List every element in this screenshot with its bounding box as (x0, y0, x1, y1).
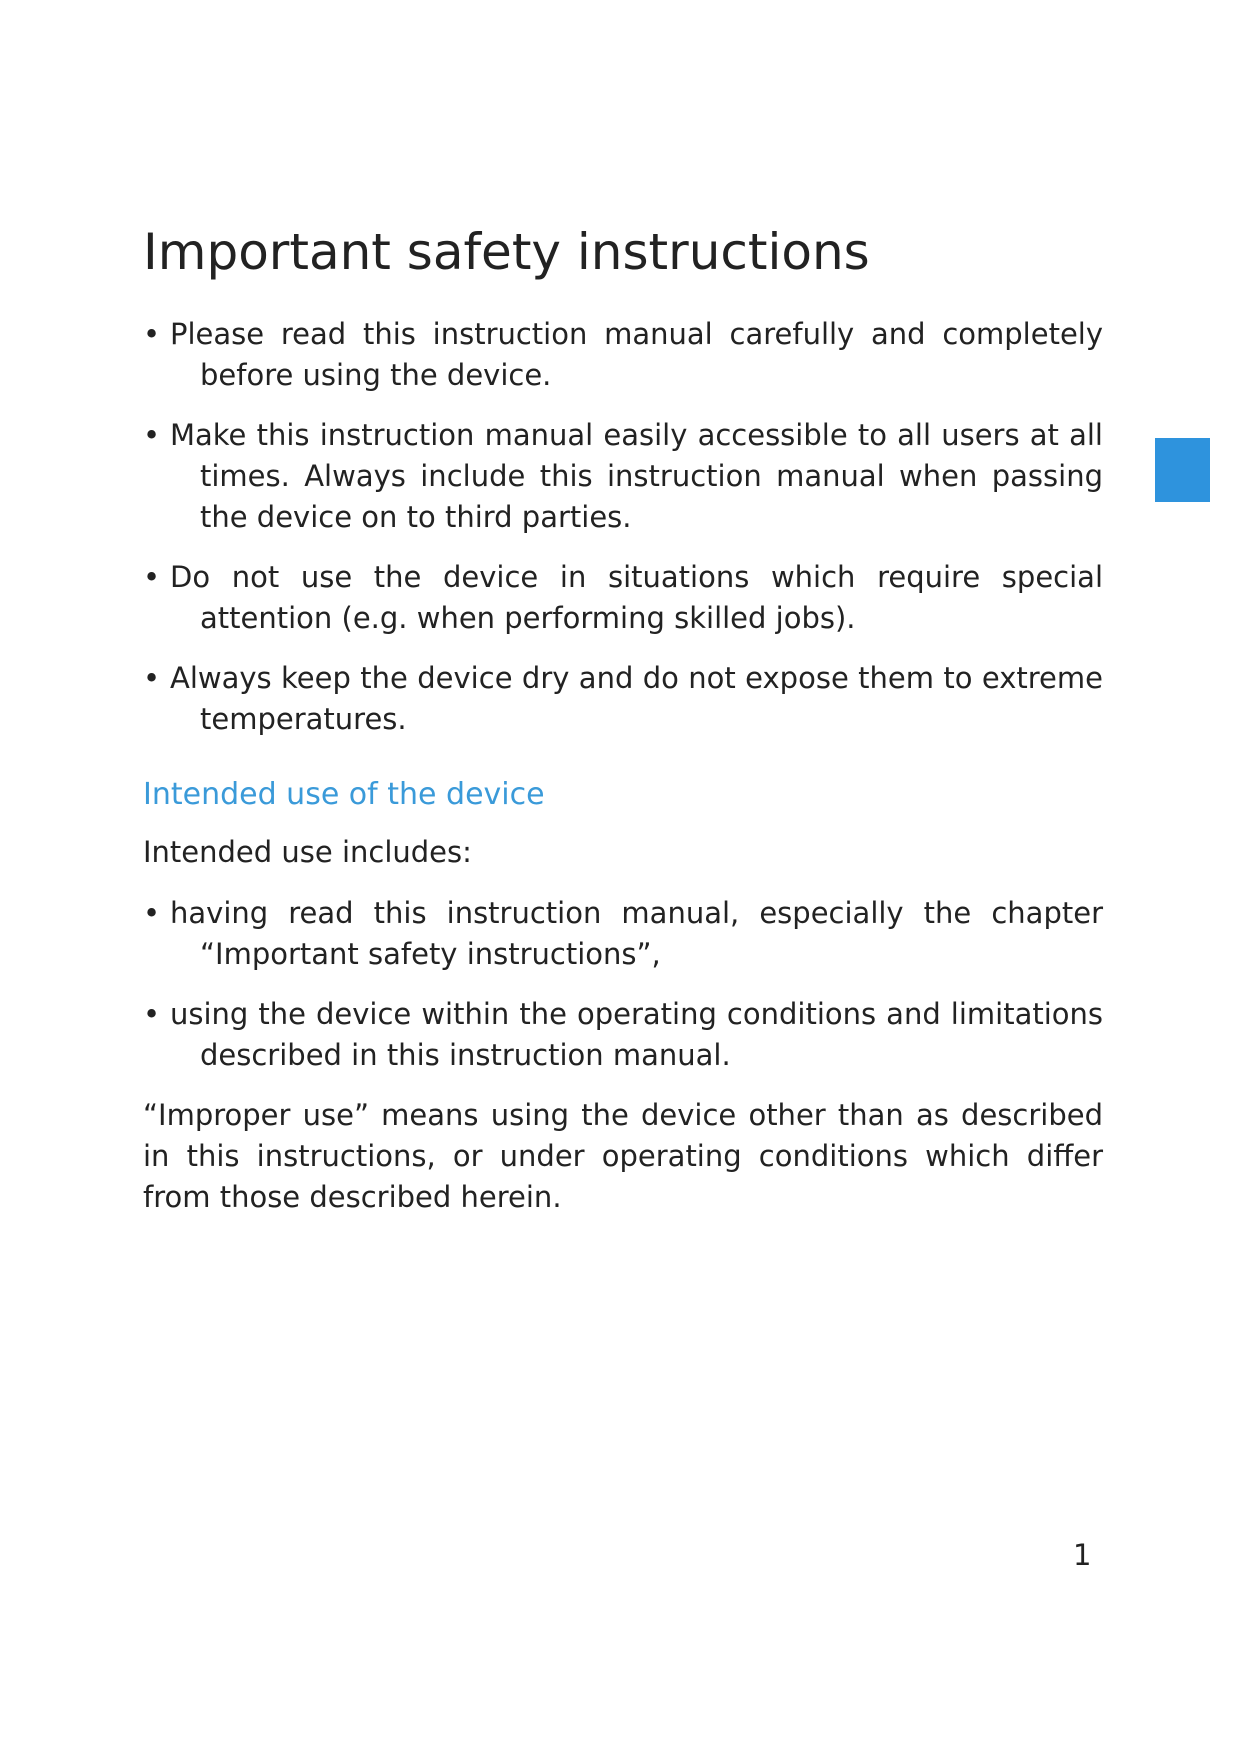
intended-use-intro: Intended use includes: (143, 835, 472, 869)
list-item-text: using the device within the operating conditions and limitations described in this instruction manual. (170, 997, 1103, 1072)
bullet-icon: • (143, 896, 161, 930)
list-item-text: Always keep the device dry and do not expose them to extreme temperatures. (170, 661, 1103, 736)
improper-use-paragraph: “Improper use” means using the device other than as described in this instructions, or under operating conditions which differ from those described herein. (143, 1098, 1103, 1214)
safety-instructions-list (143, 314, 1103, 740)
list-item (143, 314, 1103, 396)
chapter-tab-marker (1155, 438, 1210, 502)
list-item (143, 893, 1103, 975)
bullet-icon: • (143, 661, 161, 695)
page-title: Important safety instructions (143, 223, 870, 281)
list-item (143, 557, 1103, 639)
list-item-text: Do not use the device in situations which require special attention (e.g. when performing skilled jobs). (170, 560, 1103, 635)
page-content (143, 222, 1103, 1218)
page-number: 1 (1073, 1538, 1092, 1572)
bullet-icon: • (143, 317, 161, 351)
list-item (143, 658, 1103, 740)
intended-use-heading: Intended use of the device (143, 777, 545, 812)
bullet-icon: • (143, 418, 161, 452)
bullet-icon: • (143, 560, 161, 594)
list-item (143, 415, 1103, 538)
list-item (143, 994, 1103, 1076)
intended-use-list (143, 893, 1103, 1076)
list-item-text: Please read this instruction manual carefully and completely before using the device. (170, 317, 1103, 392)
list-item-text: Make this instruction manual easily accessible to all users at all times. Always include this instruction manual when passing the device on to third parties. (170, 418, 1103, 534)
bullet-icon: • (143, 997, 161, 1031)
list-item-text: having read this instruction manual, especially the chapter “Important safety instructions”, (170, 896, 1103, 971)
